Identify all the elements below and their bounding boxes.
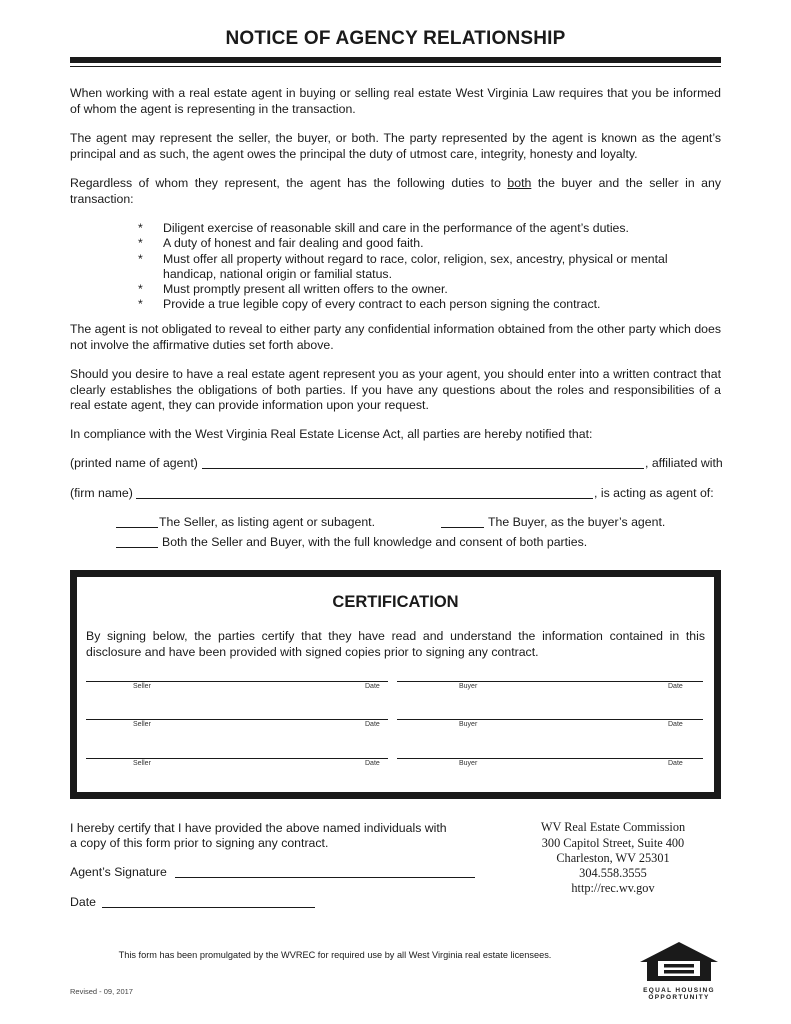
seller-signature-line[interactable]: [86, 758, 388, 759]
certification-text: By signing below, the parties certify that they have read and understand the information contained in this disclosure and have been provided with signed copies prior to signing any contract.: [86, 629, 705, 659]
duties-intro-paragraph: Regardless of whom they represent, the agent has the following duties to both the buyer and the seller in any transaction:: [70, 176, 721, 206]
seller-option-label: The Seller, as listing agent or subagent.: [159, 515, 376, 529]
both-emphasis: both: [507, 176, 532, 190]
commission-address1: 300 Capitol Street, Suite 400: [541, 836, 685, 850]
contract-paragraph: Should you desire to have a real estate agent represent you as your agent, you should enter into a written contract that clearly establishes the obligations of both parties. If you have any questions about the roles and responsibilities of a real estate agent, they can provide information upon your request.: [70, 367, 721, 412]
both-option-blank[interactable]: [116, 547, 158, 548]
commission-url: http://rec.wv.gov: [571, 881, 655, 895]
compliance-paragraph: In compliance with the West Virginia Real Estate License Act, all parties are hereby notified that:: [70, 427, 593, 441]
seller-signature-line[interactable]: [86, 681, 388, 682]
representation-paragraph: The agent may represent the seller, the buyer, or both. The party represented by the agent is known as the agent’s principal and as such, the agent owes the principal the duty of utmost care, integrity, honesty and loyalty.: [70, 131, 721, 161]
seller-signature-line[interactable]: [86, 719, 388, 720]
equal-housing-icon: [638, 940, 720, 982]
buyer-date-label: Date: [668, 683, 683, 690]
list-item: * Must offer all property without regard to race, color, religion, sex, ancestry, physical or mental handicap, national origin or familial status.: [138, 251, 668, 281]
seller-label: Seller: [133, 760, 151, 767]
seller-date-label: Date: [365, 683, 380, 690]
list-item: * Provide a true legible copy of every contract to each person signing the contract.: [138, 297, 601, 312]
commission-name: WV Real Estate Commission: [540, 820, 686, 834]
agent-name-field[interactable]: [202, 468, 644, 469]
buyer-signature-line[interactable]: [397, 681, 703, 682]
agent-date-field[interactable]: [102, 907, 315, 908]
seller-option-blank[interactable]: [116, 527, 158, 528]
agent-signature-label: Agent’s Signature: [70, 865, 167, 879]
firm-name-label: (firm name): [70, 486, 133, 500]
footer-notice: This form has been promulgated by the WVREC for required use by all West Virginia real estate licensees.: [118, 950, 552, 960]
confidentiality-paragraph: The agent is not obligated to reveal to either party any confidential information obtained from the other party which does not involve the affirmative duties set forth above.: [70, 322, 721, 352]
acting-agent-label: , is acting as agent of:: [594, 486, 714, 500]
equal-housing-line1: EQUAL HOUSING: [643, 987, 715, 994]
certification-box: [70, 570, 721, 799]
buyer-label: Buyer: [459, 760, 478, 767]
buyer-signature-line[interactable]: [397, 719, 703, 720]
certification-title: CERTIFICATION: [332, 593, 459, 611]
buyer-date-label: Date: [668, 721, 683, 728]
buyer-label: Buyer: [459, 683, 478, 690]
list-item: * Diligent exercise of reasonable skill and care in the performance of the agent’s duties.: [138, 221, 629, 235]
buyer-date-label: Date: [668, 760, 683, 767]
agent-cert-line1: I hereby certify that I have provided the above named individuals with: [70, 821, 447, 835]
list-item: * A duty of honest and fair dealing and good faith.: [138, 236, 424, 251]
intro-paragraph: When working with a real estate agent in buying or selling real estate West Virginia Law requires that you be informed of whom the agent is representing in the transaction.: [70, 86, 721, 116]
firm-name-field[interactable]: [136, 498, 593, 499]
seller-label: Seller: [133, 721, 151, 728]
certification-panel: [77, 577, 714, 792]
agent-name-label: (printed name of agent): [70, 456, 198, 470]
duties-list: [138, 221, 698, 313]
buyer-signature-line[interactable]: [397, 758, 703, 759]
title-rule-thin: [70, 66, 721, 67]
agent-date-label: Date: [70, 895, 96, 909]
list-item: * Must promptly present all written offers to the owner.: [138, 282, 448, 297]
buyer-option-blank[interactable]: [441, 527, 484, 528]
title-rule-thick: [70, 57, 721, 63]
buyer-label: Buyer: [459, 721, 478, 728]
equal-housing-logo: [638, 940, 720, 1001]
equal-housing-line2: OPPORTUNITY: [648, 994, 710, 1001]
buyer-option-label: The Buyer, as the buyer’s agent.: [488, 515, 666, 529]
seller-date-label: Date: [365, 760, 380, 767]
agent-cert-line2: a copy of this form prior to signing any contract.: [70, 836, 329, 850]
seller-label: Seller: [133, 683, 151, 690]
both-option-label: Both the Seller and Buyer, with the full knowledge and consent of both parties.: [162, 535, 588, 549]
affiliated-label: , affiliated with: [645, 456, 723, 470]
commission-phone: 304.558.3555: [579, 866, 647, 880]
commission-address2: Charleston, WV 25301: [556, 851, 670, 865]
agent-signature-field[interactable]: [175, 877, 475, 878]
seller-date-label: Date: [365, 721, 380, 728]
revised-date: Revised - 09, 2017: [70, 987, 133, 996]
page-title: NOTICE OF AGENCY RELATIONSHIP: [225, 28, 566, 49]
